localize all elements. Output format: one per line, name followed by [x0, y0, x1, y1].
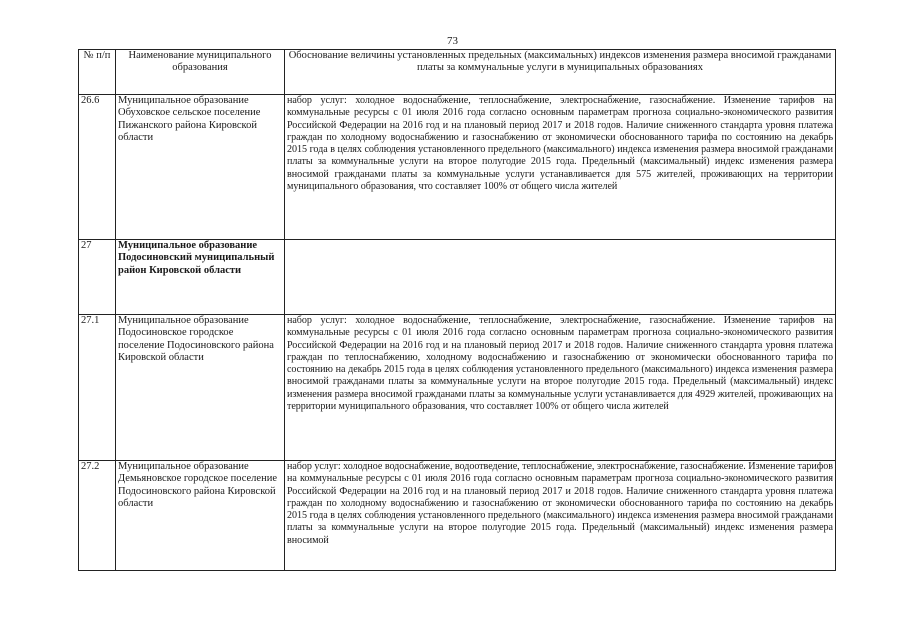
page-number: 73 [447, 35, 458, 47]
justification-text [285, 240, 836, 315]
header-justification: Обоснование величины установленных предельных (максимальных) индексов изменения размера вносимой гражданами платы за коммунальные услуги в муниципальных образованиях [285, 50, 836, 95]
table-row [79, 461, 836, 571]
row-number: 26.6 [79, 95, 116, 240]
municipality-name: Муниципальное образование Подосиновское городское поселение Подосиновского района Кировской области [116, 315, 285, 461]
municipality-name: Муниципальное образование Обуховское сельское поселение Пижанского района Кировской области [116, 95, 285, 240]
row-number: 27.1 [79, 315, 116, 461]
justification-text: набор услуг: холодное водоснабжение, теплоснабжение, электроснабжение, газоснабжение. Изменение тарифов на коммунальные ресурсы с 01 июля 2016 года согласно основным параметрам прогноза социально-экономического развития Российской Федерации на 2016 год и на плановый период 2017 и 2018 годов. Наличие сниженного стандарта уровня платежа граждан по теплоснабжению, холодному водоснабжению и газоснабжению от экономически обоснованного тарифа по состоянию на декабрь 2015 года в целях соблюдения установленного предельного (максимального) индекса изменения размера вносимой гражданами платы за коммунальные услуги на второе полугодие 2015 года. Предельный (максимальный) индекс изменения размера вносимой гражданами платы за коммунальные услуги устанавливается для 4929 жителей, проживающих на территории муниципального образования, что составляет 100% от общего числа жителей [285, 315, 836, 461]
justification-text: набор услуг: холодное водоснабжение, водоотведение, теплоснабжение, электроснабжение, газоснабжение. Изменение тарифов на коммунальные ресурсы с 01 июля 2016 года согласно основным параметрам прогноза социально-экономического развития Российской Федерации на 2016 год и на плановый период 2017 и 2018 годов. Наличие сниженного стандарта уровня платежа граждан по холодному водоснабжению и газоснабжению от экономически обоснованного тарифа по состоянию на декабрь 2015 года в целях соблюдения установленного предельного (максимального) индекса изменения размера вносимой гражданами платы за коммунальные услуги на второе полугодие 2015 года. Предельный (максимальный) индекс изменения размера вносимой [285, 461, 836, 571]
row-number: 27 [79, 240, 116, 315]
table-row [79, 240, 836, 315]
row-number: 27.2 [79, 461, 116, 571]
header-municipality-name: Наименование муниципального образования [116, 50, 285, 95]
municipality-name: Муниципальное образование Демьяновское городское поселение Подосиновского района Кировской области [116, 461, 285, 571]
municipality-name: Муниципальное образование Подосиновский муниципальный район Кировской области [116, 240, 285, 315]
tariff-index-table [78, 49, 836, 571]
header-number: № п/п [79, 50, 116, 95]
justification-text: набор услуг: холодное водоснабжение, теплоснабжение, электроснабжение, газоснабжение. Изменение тарифов на коммунальные ресурсы с 01 июля 2016 года согласно основным параметрам прогноза социально-экономического развития Российской Федерации на 2016 год и на плановый период 2017 и 2018 годов. Наличие сниженного стандарта уровня платежа граждан по холодному водоснабжению и газоснабжению от экономически обоснованного тарифа по состоянию на декабрь 2015 года в целях соблюдения установленного предельного (максимального) индекса изменения размера вносимой гражданами платы за коммунальные услуги на второе полугодие 2015 года. Предельный (максимальный) индекс изменения размера вносимой гражданами платы за коммунальные услуги устанавливается для 575 жителей, проживающих на территории муниципального образования, что составляет 100% от общего числа жителей [285, 95, 836, 240]
table-row [79, 95, 836, 240]
table-header-row [79, 50, 836, 95]
table-row [79, 315, 836, 461]
